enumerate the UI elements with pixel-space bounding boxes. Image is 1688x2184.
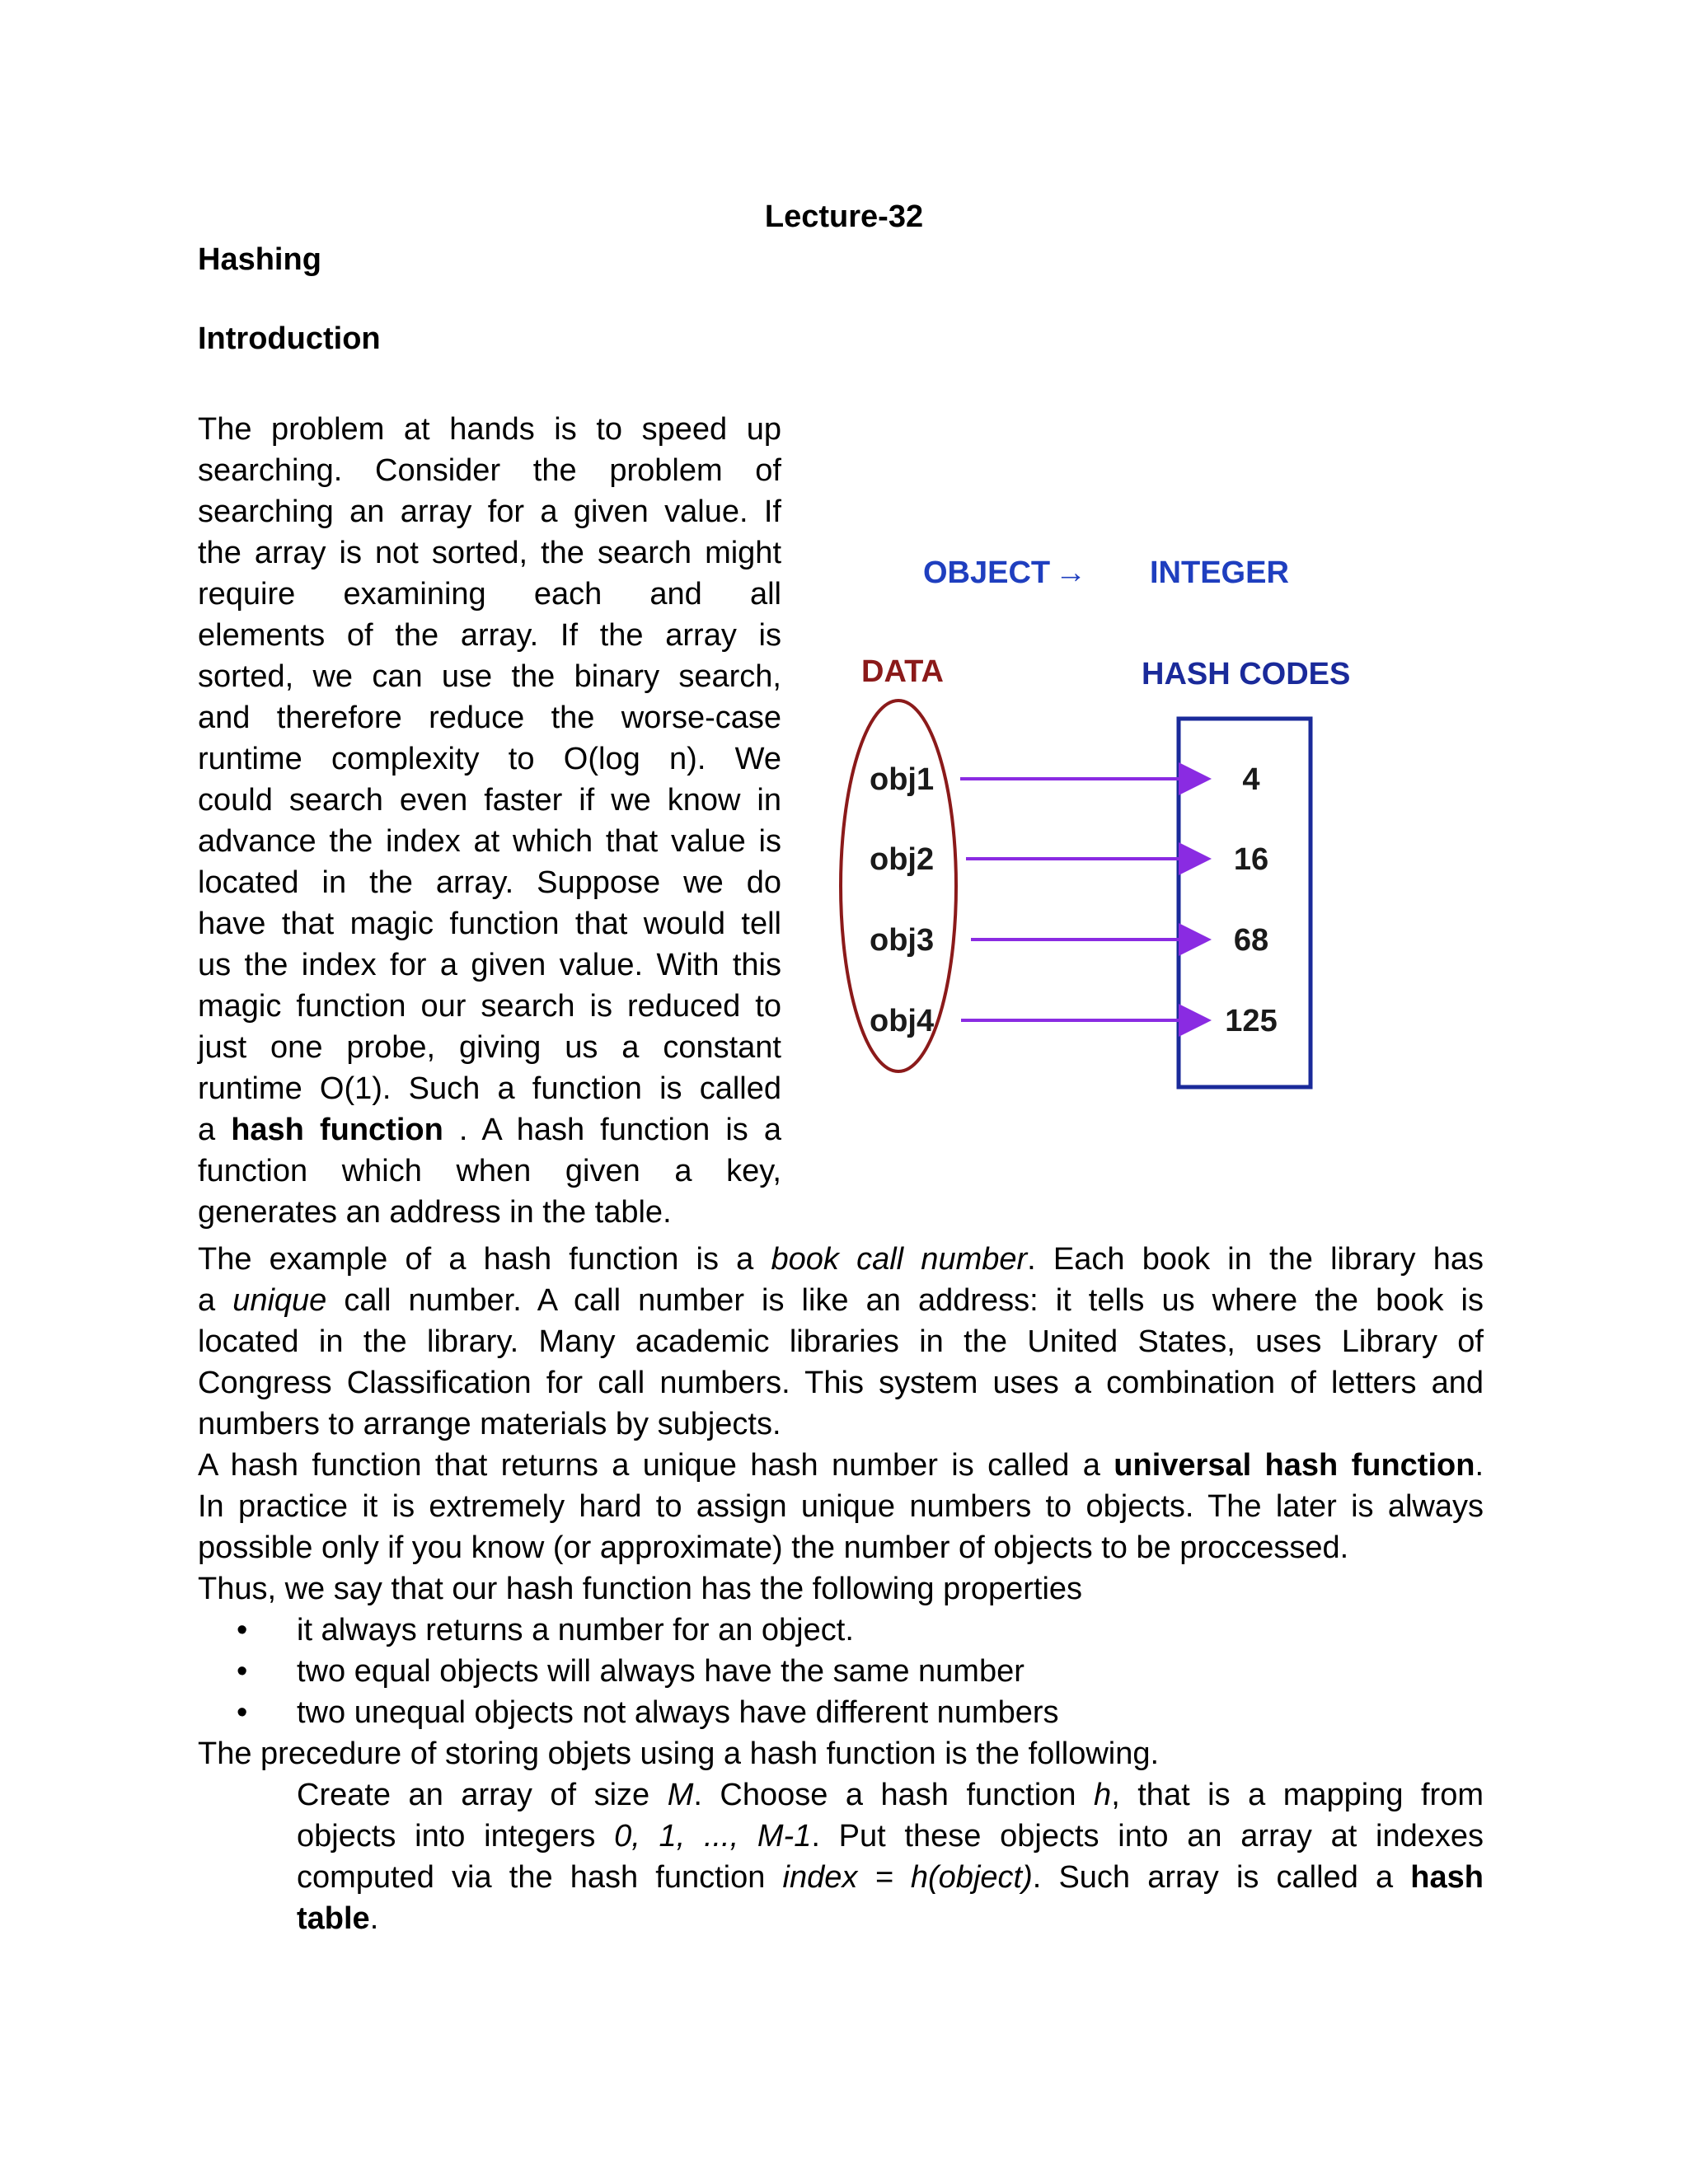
example-paragraph: [198, 1239, 1484, 1610]
properties-list: [198, 1610, 1484, 1733]
text-line: Congress Classification for call numbers. This system uses a combination of letters and: [198, 1366, 1484, 1400]
intro-line: just one probe, giving us a constant: [198, 1030, 781, 1065]
intro-line: sorted, we can use the binary search,: [198, 659, 781, 694]
hash-mapping-diagram: [816, 536, 1393, 1096]
hash-code-value: 16: [1233, 842, 1269, 877]
arrow-right-icon: →: [1055, 555, 1086, 590]
bullet-icon: •: [237, 1613, 248, 1647]
object-label-1: obj1: [870, 762, 935, 797]
procedure-paragraph: [297, 1774, 1484, 1939]
intro-line: have that magic function that would tell: [198, 907, 781, 941]
list-item: • two equal objects will always have the same number: [198, 1651, 1484, 1692]
intro-line: and therefore reduce the worse-case: [198, 701, 781, 735]
hash-code-value: 68: [1233, 923, 1269, 958]
text-line: possible only if you know (or approximate) the number of objects to be proccessed.: [198, 1530, 1349, 1565]
bullet-icon: •: [237, 1695, 248, 1730]
universal-hash-term: universal hash function: [1114, 1448, 1475, 1483]
object-label-3: obj3: [870, 923, 935, 958]
object-label-2: obj2: [870, 842, 935, 877]
intro-line: searching. Consider the problem of: [198, 453, 781, 488]
object-label: OBJECT: [923, 555, 1051, 590]
intro-line: magic function our search is reduced to: [198, 989, 781, 1024]
text-line: A hash function that returns a unique hash number is called a universal hash function.: [198, 1448, 1484, 1483]
intro-line: the array is not sorted, the search might: [198, 536, 781, 570]
list-item: • it always returns a number for an object.: [198, 1610, 1484, 1651]
intro-line: searching an array for a given value. If: [198, 494, 781, 529]
intro-line: could search even faster if we know in: [198, 783, 781, 818]
list-item: • two unequal objects not always have different numbers: [198, 1692, 1484, 1733]
hash-codes-label: HASH CODES: [1142, 657, 1351, 691]
procedure-intro: The precedure of storing objets using a hash function is the following.: [198, 1736, 1160, 1771]
intro-line: us the index for a given value. With this: [198, 948, 781, 982]
hash-function-line: a hash function . A hash function is a: [198, 1113, 781, 1147]
text-line: table.: [297, 1901, 379, 1936]
hash-table-term: table: [297, 1901, 370, 1936]
page-title: Hashing: [198, 242, 321, 277]
hash-code-value: 125: [1225, 1004, 1278, 1038]
text-line: Thus, we say that our hash function has the following properties: [198, 1572, 1083, 1606]
intro-line: The problem at hands is to speed up: [198, 412, 781, 447]
intro-line: elements of the array. If the array is: [198, 618, 781, 653]
text-line: numbers to arrange materials by subjects.: [198, 1407, 781, 1441]
text-line: Create an array of size M. Choose a hash function h, that is a mapping from: [297, 1778, 1484, 1812]
section-heading: Introduction: [198, 321, 381, 356]
bullet-icon: •: [237, 1654, 248, 1689]
text-line: In practice it is extremely hard to assign unique numbers to objects. The later is always: [198, 1489, 1484, 1524]
intro-line: generates an address in the table.: [198, 1195, 672, 1230]
intro-line: advance the index at which that value is: [198, 824, 781, 859]
object-label-4: obj4: [870, 1004, 935, 1038]
hash-code-value: 4: [1242, 762, 1260, 797]
intro-line: located in the array. Suppose we do: [198, 865, 781, 900]
text-line: objects into integers 0, 1, ..., M-1. Put these objects into an array at indexes: [297, 1819, 1484, 1854]
text-line: The example of a hash function is a book call number. Each book in the library has: [198, 1242, 1484, 1277]
integer-label: INTEGER: [1150, 555, 1289, 590]
text-line: a unique call number. A call number is like an address: it tells us where the book is: [198, 1283, 1484, 1318]
intro-line: runtime O(1). Such a function is called: [198, 1071, 781, 1106]
text-line: located in the library. Many academic libraries in the United States, uses Library of: [198, 1324, 1484, 1359]
hash-function-term: hash function: [231, 1113, 443, 1147]
text-line: computed via the hash function index = h(object). Such array is called a hash: [297, 1860, 1484, 1895]
intro-line: runtime complexity to O(log n). We: [198, 742, 781, 776]
intro-line: require examining each and all: [198, 577, 781, 612]
intro-paragraph: [198, 409, 781, 1233]
data-label: DATA: [861, 654, 944, 689]
intro-line: function which when given a key,: [198, 1154, 781, 1188]
lecture-title: Lecture-32: [764, 199, 924, 234]
